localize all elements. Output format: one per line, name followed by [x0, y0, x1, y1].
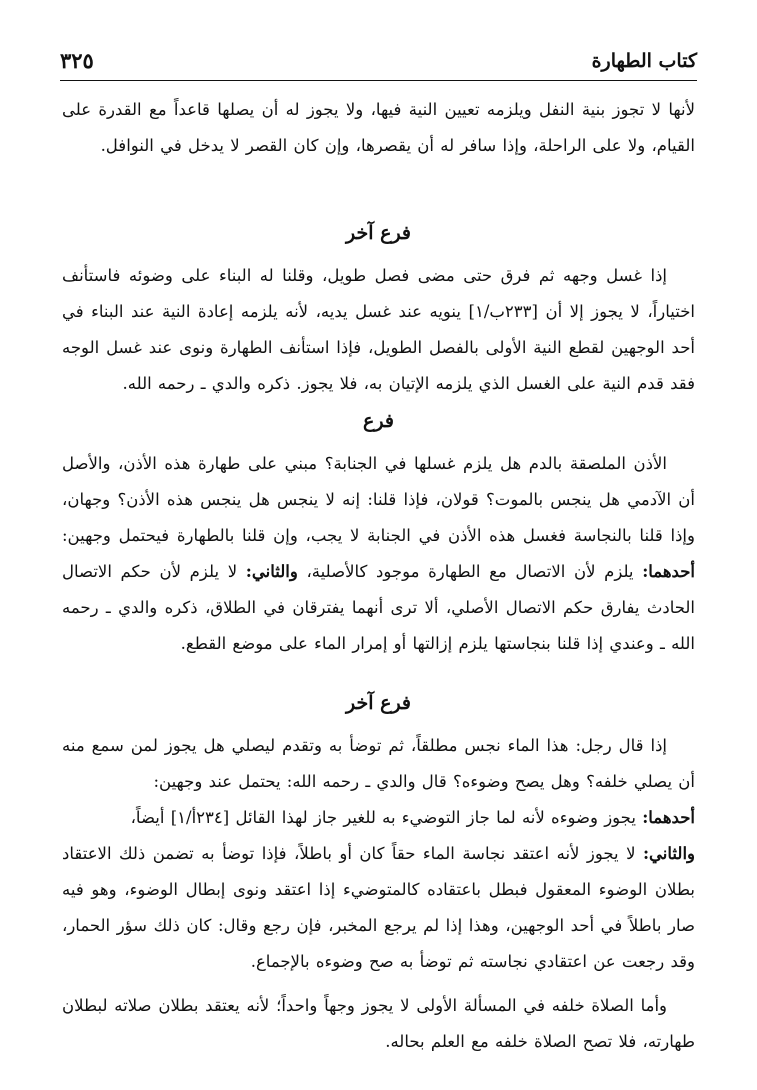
- book-title: كتاب الطهارة: [591, 50, 697, 72]
- paragraph: [62, 800, 695, 836]
- paragraph: وأما الصلاة خلفه في المسألة الأولى لا يجوز وجهاً واحداً؛ لأنه يعتقد بطلان صلاته لبطلان طهارته، فلا تصح الصلاة خلفه مع العلم بحاله.: [62, 996, 695, 1051]
- section-heading: فرع آخر: [345, 692, 412, 714]
- section-body: [62, 728, 695, 1060]
- second-view-text: لا يلزم لأن حكم الاتصال الحادث يفارق حكم الاتصال الأصلي، ألا ترى أنهما يفترقان في الطلاق، ذكره والدي ـ رحمه الله ـ وعندي إذا قلنا بنجاستها يلزم إزالتها أو إمرار الماء على موضع القطع.: [62, 562, 695, 653]
- paragraph-text: الأذن الملصقة بالدم هل يلزم غسلها في الجنابة؟ مبني على طهارة هذه الأذن، والأصل أن الآدمي هل ينجس بالموت؟ قولان، فإذا قلنا: إنه لا ينجس هل ينجس هذه الأذن؟ وجهان، وإذا قلنا بالنجاسة فغسل هذه الأذن في الجنابة لا يجب، وإن قلنا بالطهارة فيحتمل وجهين:: [62, 454, 695, 545]
- section-body: [62, 446, 695, 662]
- second-view-label: والثاني:: [642, 844, 695, 863]
- first-view-label: أحدهما:: [642, 808, 695, 827]
- second-view-text: لا يجوز لأنه اعتقد نجاسة الماء حقاً كان أو باطلاً، فإذا توضأ به تضمن ذلك الاعتقاد بطلان الوضوء المعقول فبطل باعتقاده كالمتوضيء إذا اعتقد ونوى إبطال الوضوء، وهو فيه صار باطلاً في أحد الوجهين، وهذا إذا لم يرجع المخبر، فإن رجع وقال: كان ذلك سؤر الحمار، وقد رجعت عن اعتقادي نجاسته ثم توضأ به صح وضوءه بالإجماع.: [62, 844, 695, 971]
- first-view-label: أحدهما:: [642, 562, 695, 581]
- section-body: [62, 258, 695, 402]
- paragraph: [62, 836, 695, 980]
- second-view-label: والثاني:: [245, 562, 298, 581]
- paragraph: إذا غسل وجهه ثم فرق حتى مضى فصل طويل، وقلنا له البناء على وضوئه فاستأنف اختياراً، لا يجوز إلا أن [٢٣٣ب/١] ينويه عند غسل يديه، لأنه يلزمه إعادة النية عند البناء في أحد الوجهين لقطع النية الأولى بالفصل الطويل، فإذا استأنف الطهارة ونوى عند غسل الوجه فقد قدم النية على الغسل الذي يلزمه الإتيان به، فلا يجوز. ذكره والدي ـ رحمه الله.: [62, 266, 695, 393]
- page-header: [60, 44, 697, 81]
- paragraph: إذا قال رجل: هذا الماء نجس مطلقاً، ثم توضأ به وتقدم ليصلي هل يجوز لمن سمع منه أن يصلي خلفه؟ وهل يصح وضوءه؟ قال والدي ـ رحمه الله: يحتمل عند وجهين:: [62, 736, 695, 791]
- page-number: ٣٢٥: [60, 48, 94, 73]
- first-view-text: يجوز وضوءه لأنه لما جاز التوضيء به للغير جاز لهذا القائل [٢٣٤أ/١] أيضاً،: [130, 808, 643, 827]
- paragraph: لأنها لا تجوز بنية النفل ويلزمه تعيين النية فيها، ولا يجوز له أن يصلها قاعداً مع القدرة على القيام، ولا على الراحلة، وإذا سافر له أن يقصرها، وإن كان القصر لا يدخل في النوافل.: [62, 100, 695, 155]
- section-heading: فرع: [363, 410, 394, 432]
- section-heading: فرع آخر: [345, 222, 412, 244]
- paragraph: [62, 446, 695, 662]
- first-view-text: يلزم لأن الاتصال مع الطهارة موجود كالأصلية،: [306, 562, 643, 581]
- continuation-paragraph-block: [62, 92, 695, 164]
